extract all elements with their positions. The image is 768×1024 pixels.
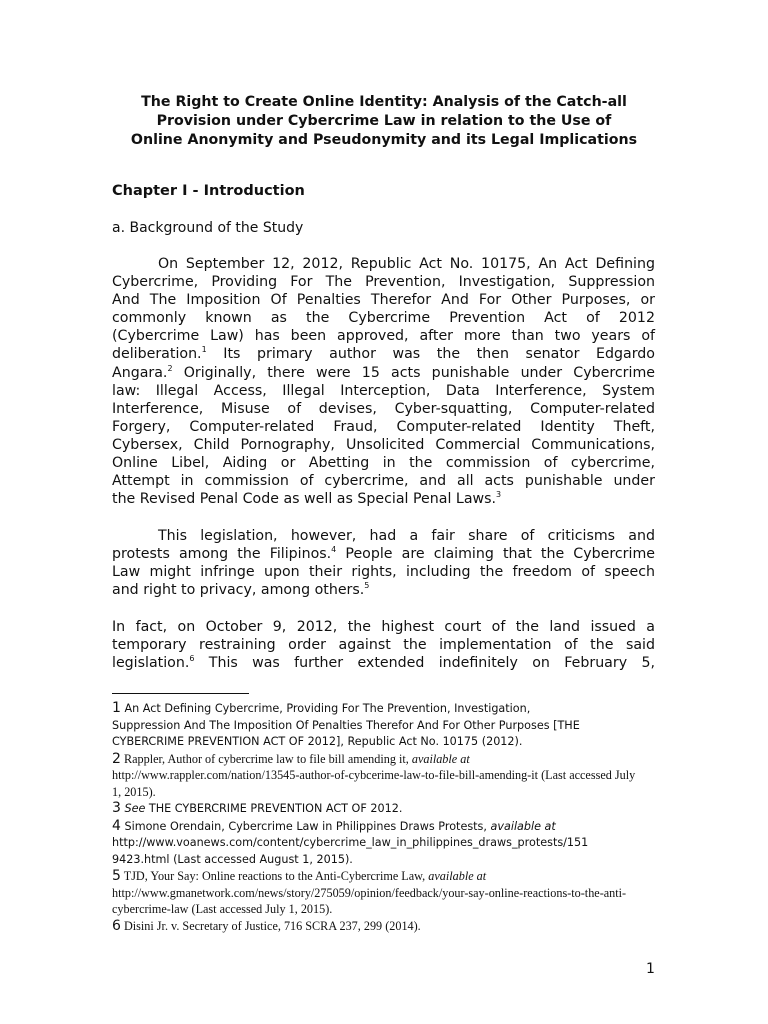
- text-run: and right to privacy, among others.: [112, 582, 365, 599]
- footnote-number: 4: [112, 817, 121, 834]
- footnote-3: [112, 800, 660, 818]
- footnote-1: [112, 700, 660, 718]
- footnote-number: 3: [112, 800, 121, 816]
- footnote-text: Rappler, Author of cybercrime law to file bill amending it,: [120, 751, 412, 766]
- footnote-ref[interactable]: 2: [167, 363, 173, 373]
- text-run: Its primary author was the then senator Edgardo: [206, 346, 655, 363]
- text-line: Cybersex, Child Pornography, Unsolicited Commercial Communications,: [112, 436, 655, 453]
- document-title: [100, 93, 668, 150]
- footnote-italic: available at: [428, 869, 487, 883]
- text-line: Forgery, Computer-related Fraud, Computer-related Identity Theft,: [112, 418, 655, 435]
- title-line: Online Anonymity and Pseudonymity and its Legal Implications: [130, 132, 638, 148]
- text-line: [112, 364, 655, 382]
- text-line: [112, 345, 655, 363]
- footnote-italic: available at: [490, 819, 556, 833]
- footnote-italic: See: [120, 802, 146, 815]
- text-run: protests among the Filipinos.: [112, 546, 332, 563]
- footnote-1-line: Suppression And The Imposition Of Penalties Therefor And For Other Purposes [THE: [112, 718, 580, 732]
- text-line: Cybercrime, Providing For The Prevention, Investigation, Suppression: [112, 274, 655, 291]
- text-line: commonly known as the Cybercrime Prevention Act of 2012: [112, 310, 655, 327]
- footnote-text: TJD, Your Say: Online reactions to the Anti-Cybercrime Law,: [120, 869, 429, 883]
- footnote-2: [112, 751, 660, 768]
- footnote-number: 2: [112, 750, 121, 767]
- text-run: legislation.: [112, 655, 190, 672]
- title-line: The Right to Create Online Identity: Analysis of the Catch-all: [141, 94, 627, 110]
- text-line: temporary restraining order against the implementation of the said: [112, 637, 655, 654]
- text-run: People are claiming that the Cybercrime: [336, 546, 655, 563]
- footnote-text: Disini Jr. v. Secretary of Justice, 716 SCRA 237, 299 (2014).: [120, 918, 421, 933]
- footnote-4-url[interactable]: http://www.voanews.com/content/cybercrime_law_in_philippines_draws_protests/151: [112, 836, 589, 849]
- chapter-heading: Chapter I - Introduction: [112, 183, 305, 199]
- footnote-2-url[interactable]: http://www.rappler.com/nation/13545-author-of-cybcerime-law-to-file-bill-amending-it (Last accessed July: [112, 768, 636, 782]
- footnote-number: 1: [112, 700, 121, 716]
- text-line: This legislation, however, had a fair share of criticisms and: [158, 528, 655, 544]
- text-line: Online Libel, Aiding or Abetting in the commission of cybercrime,: [112, 455, 655, 472]
- text-line: [112, 490, 655, 508]
- text-run: Angara.: [112, 364, 168, 381]
- footnote-ref[interactable]: 6: [189, 654, 195, 664]
- text-line: [112, 545, 655, 563]
- footnote-text: THE CYBERCRIME PREVENTION ACT OF 2012.: [145, 802, 403, 815]
- footnote-ref[interactable]: 1: [201, 345, 207, 355]
- text-run: the Revised Penal Code as well as Special Penal Laws.: [112, 491, 497, 508]
- text-line: Attempt in commission of cybercrime, and all acts punishable under: [112, 473, 655, 490]
- text-line: In fact, on October 9, 2012, the highest court of the land issued a: [112, 619, 655, 635]
- footnote-5-url[interactable]: http://www.gmanetwork.com/news/story/275059/opinion/feedback/your-say-online-reactions-to-the-anti-: [112, 885, 627, 900]
- text-run: This was further extended indefinitely on February 5,: [194, 655, 655, 672]
- title-line: Provision under Cybercrime Law in relation to the Use of: [156, 113, 612, 129]
- footnotes: [112, 700, 660, 934]
- text-line: And The Imposition Of Penalties Therefor And For Other Purposes, or: [112, 292, 655, 309]
- text-line: Law might infringe upon their rights, including the freedom of speech: [112, 564, 655, 581]
- footnote-italic: available at: [411, 751, 470, 766]
- text-run: Originally, there were 15 acts punishable under Cybercrime: [172, 364, 655, 381]
- text-line: [112, 654, 655, 672]
- footnote-1-line: CYBERCRIME PREVENTION ACT OF 2012], Republic Act No. 10175 (2012).: [112, 735, 523, 748]
- footnote-2-line: 1, 2015).: [112, 784, 156, 799]
- footnote-4: [112, 818, 660, 836]
- footnote-5: [112, 868, 660, 885]
- paragraph-background: [112, 255, 655, 508]
- page-number: 1: [646, 961, 655, 977]
- footnote-ref[interactable]: 4: [331, 545, 337, 555]
- section-heading: a. Background of the Study: [112, 220, 304, 236]
- paragraph-restraining-order: [112, 618, 655, 672]
- footnote-separator: [112, 693, 249, 694]
- text-line: Interference, Misuse of devises, Cyber-squatting, Computer-related: [112, 400, 655, 417]
- text-line: On September 12, 2012, Republic Act No. 10175, An Act Defining: [158, 256, 655, 272]
- footnote-text: An Act Defining Cybercrime, Providing For The Prevention, Investigation,: [120, 702, 531, 715]
- footnote-ref[interactable]: 5: [364, 581, 370, 591]
- footnote-6: [112, 918, 660, 935]
- footnote-5-line: cybercrime-law (Last accessed July 1, 2015).: [112, 902, 333, 916]
- footnote-text: Simone Orendain, Cybercrime Law in Philippines Draws Protests,: [120, 819, 491, 833]
- paragraph-criticisms: [112, 527, 655, 599]
- text-line: [112, 581, 655, 599]
- text-run: deliberation.: [112, 346, 202, 363]
- text-line: law: Illegal Access, Illegal Interception, Data Interference, System: [112, 382, 655, 399]
- footnote-number: 6: [112, 917, 121, 934]
- footnote-4-line: 9423.html (Last accessed August 1, 2015).: [112, 852, 353, 866]
- footnote-ref[interactable]: 3: [496, 490, 502, 500]
- footnote-number: 5: [112, 868, 121, 884]
- text-line: (Cybercrime Law) has been approved, after more than two years of: [112, 328, 655, 345]
